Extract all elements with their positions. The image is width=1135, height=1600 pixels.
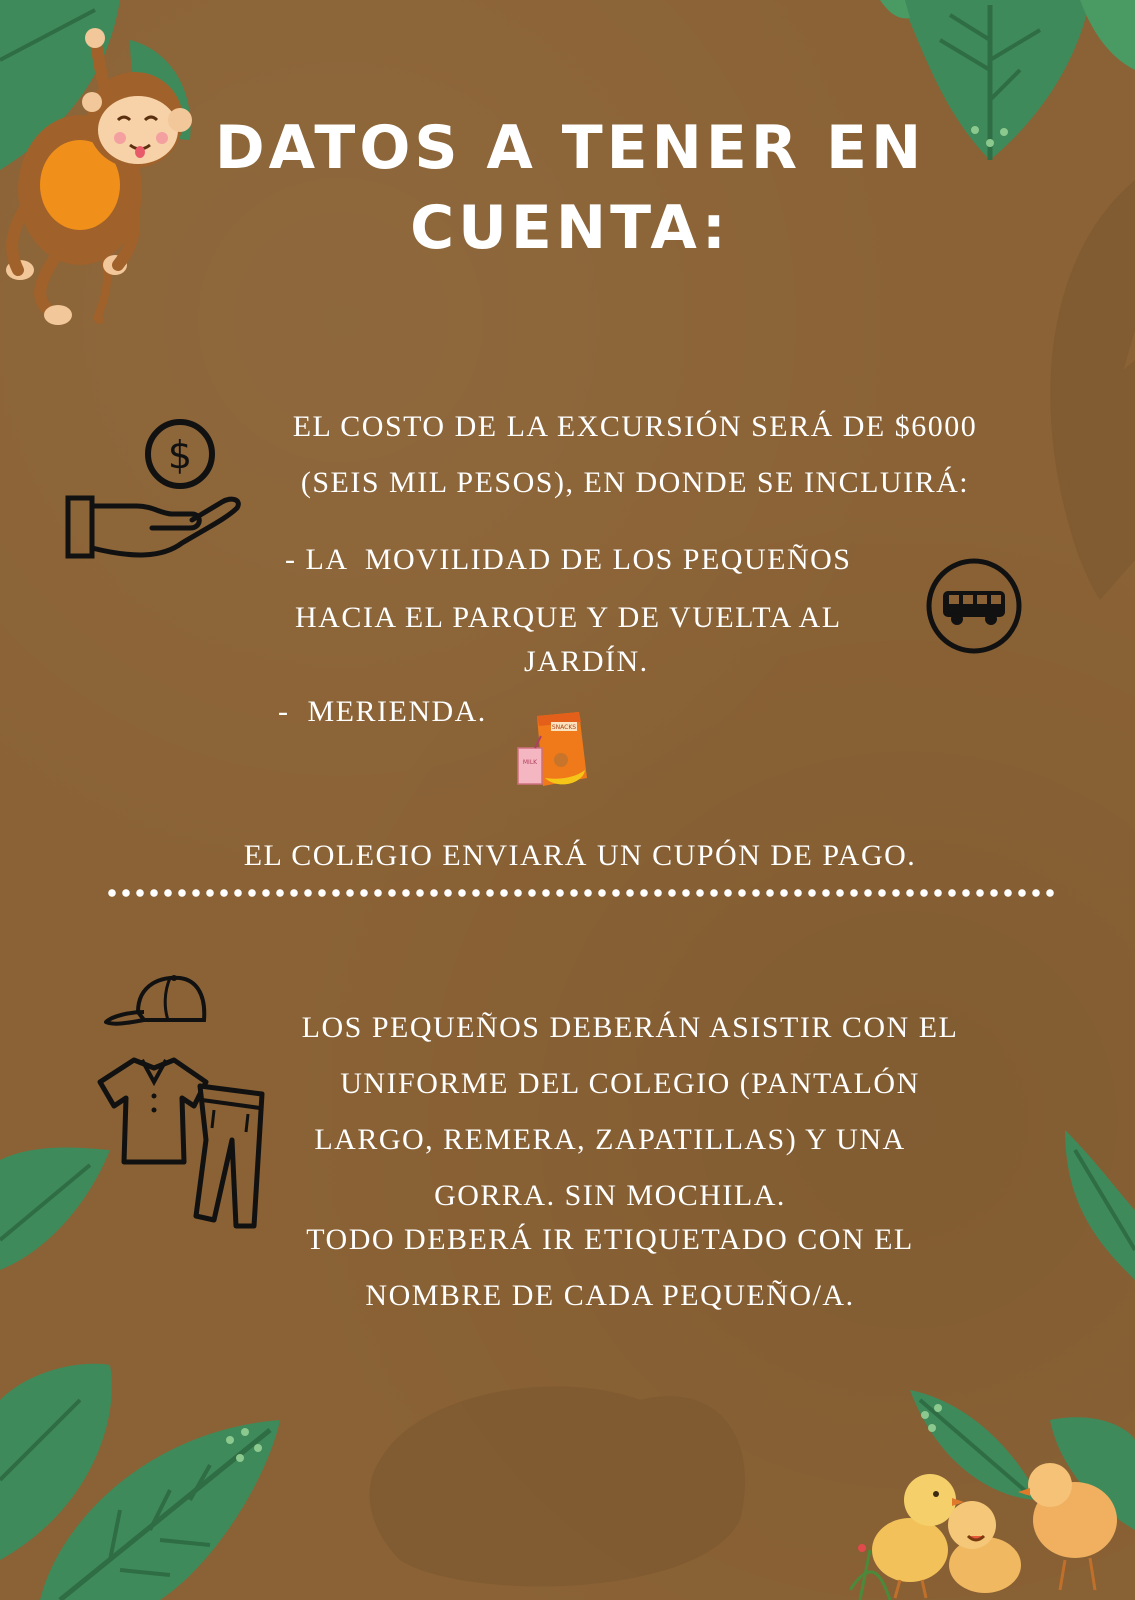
dotted-divider (105, 886, 1055, 900)
payment-note: EL COLEGIO ENVIARÁ UN CUPÓN DE PAGO. (243, 839, 917, 872)
cap-icon (104, 972, 210, 1034)
jungle-leaf-left-mid (0, 1140, 110, 1280)
uniform-line-3: LARGO, REMERA, ZAPATILLAS) Y UNA (314, 1123, 906, 1156)
uniform-line-4: GORRA. SIN MOCHILA. (434, 1179, 786, 1212)
dollar-hand-icon (62, 418, 247, 568)
transport-line-2: HACIA EL PARQUE Y DE VUELTA AL (295, 601, 842, 634)
cost-line-1: EL COSTO DE LA EXCURSIÓN SERÁ DE $6000 (292, 410, 978, 443)
transport-line-1: - LA MOVILIDAD DE LOS PEQUEÑOS (285, 543, 852, 576)
milk-label: MILK (522, 759, 538, 766)
bus-icon (925, 557, 1023, 655)
cost-line-2: (SEIS MIL PESOS), EN DONDE SE INCLUIRÁ: (300, 466, 970, 499)
uniform-line-6: NOMBRE DE CADA PEQUEÑO/A. (365, 1279, 855, 1312)
snack-bag-label: SNACKS (551, 724, 577, 731)
chicks-illustration (850, 1440, 1135, 1600)
title-line-1: DATOS A TENER EN (214, 113, 926, 183)
jungle-leaf-right-mid (1055, 1130, 1135, 1280)
svg-text:$: $ (167, 433, 193, 477)
title-line-2: CUENTA: (410, 193, 730, 263)
jungle-leaf-bottom-left (0, 1360, 290, 1600)
snack-item: - MERIENDA. (278, 695, 487, 728)
uniform-line-1: LOS PEQUEÑOS DEBERÁN ASISTIR CON EL (301, 1011, 959, 1044)
uniform-line-2: UNIFORME DEL COLEGIO (PANTALÓN (340, 1067, 920, 1100)
snack-bag-icon (513, 708, 593, 790)
page-title (120, 112, 1020, 264)
uniform-line-5: TODO DEBERÁ IR ETIQUETADO CON EL (306, 1223, 914, 1256)
transport-line-3: JARDÍN. (524, 645, 649, 678)
